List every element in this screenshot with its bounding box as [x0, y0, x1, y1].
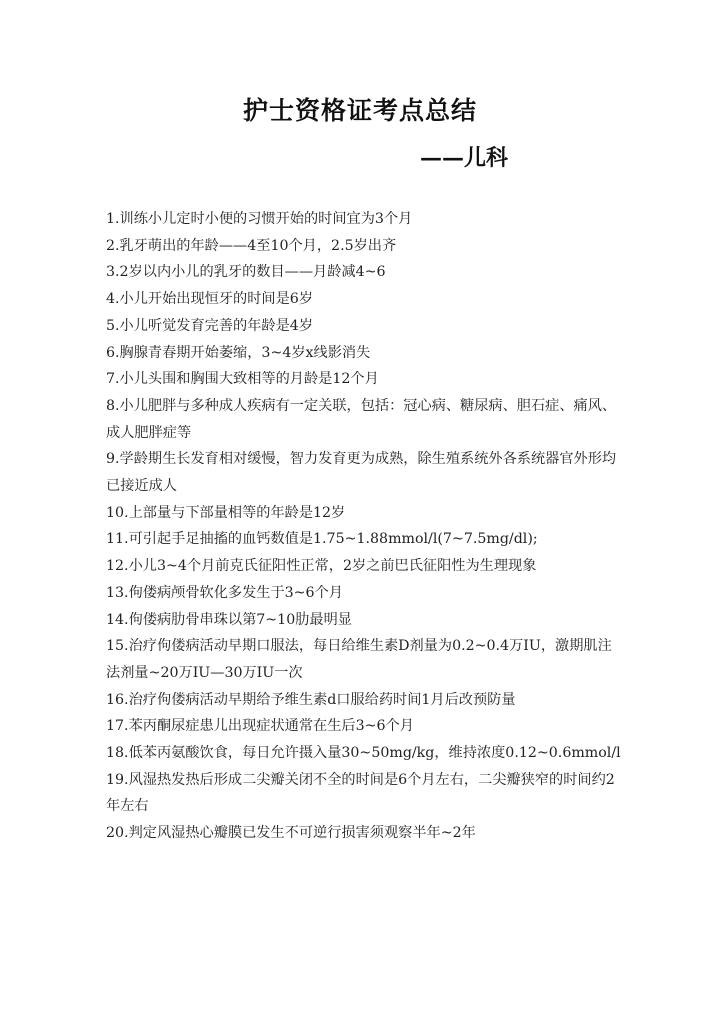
- list-item: 7.小儿头围和胸围大致相等的月龄是12个月: [106, 371, 379, 388]
- list-item: 2.乳牙萌出的年龄——4至10个月，2.5岁出齐: [106, 237, 397, 254]
- list-item: 15.治疗佝偻病活动早期口服法，每日给维生素D剂量为0.2~0.4万IU，激期肌注法剂量~20万IU—30万IU一次: [106, 638, 612, 681]
- key-points-list: [106, 206, 621, 847]
- page-title: 护士资格证考点总结: [242, 96, 477, 125]
- list-item: 1.训练小儿定时小便的习惯开始的时间宜为3个月: [106, 211, 413, 227]
- list-item: 20.判定风湿热心瓣膜已发生不可逆行损害须观察半年~2年: [106, 825, 476, 842]
- list-item: 18.低苯丙氨酸饮食，每日允许摄入量30~50mg/kg，维持浓度0.12~0.6mmol/l: [106, 745, 621, 762]
- list-item: 5.小儿听觉发育完善的年龄是4岁: [106, 317, 314, 334]
- list-item: 11.可引起手足抽搐的血钙数值是1.75~1.88mmol/l(7~7.5mg/dl);: [106, 531, 538, 548]
- list-item: 17.苯丙酮尿症患儿出现症状通常在生后3~6个月: [106, 718, 414, 735]
- list-item: 8.小儿肥胖与多种成人疾病有一定关联，包括：冠心病、糖尿病、胆石症、痛风、成人肥胖症等: [106, 397, 617, 441]
- list-item: 16.治疗佝偻病活动早期给予维生素d口服给药时间1月后改预防量: [106, 691, 516, 708]
- list-item: 3.2岁以内小儿的乳牙的数目——月龄减4~6: [106, 264, 386, 281]
- list-item: 13.佝偻病颅骨软化多发生于3~6个月: [106, 584, 343, 601]
- list-item: 9.学龄期生长发育相对缓慢，智力发育更为成熟，除生殖系统外各系统器官外形均已接近成人: [106, 451, 617, 495]
- list-item: 12.小儿3~4个月前克氏征阳性正常，2岁之前巴氏征阳性为生理现象: [106, 558, 537, 575]
- list-item: 6.胸腺青春期开始萎缩，3~4岁x线影消失: [106, 344, 371, 361]
- page-subtitle: ——儿科: [420, 145, 509, 171]
- list-item: 14.佝偻病肋骨串珠以第7~10肋最明显: [106, 611, 352, 628]
- list-item: 19.风湿热发热后形成二尖瓣关闭不全的时间是6个月左右，二尖瓣狭窄的时间约2年左右: [106, 771, 615, 815]
- list-item: 10.上部量与下部量相等的年龄是12岁: [106, 504, 346, 521]
- list-item: 4.小儿开始出现恒牙的时间是6岁: [106, 291, 314, 308]
